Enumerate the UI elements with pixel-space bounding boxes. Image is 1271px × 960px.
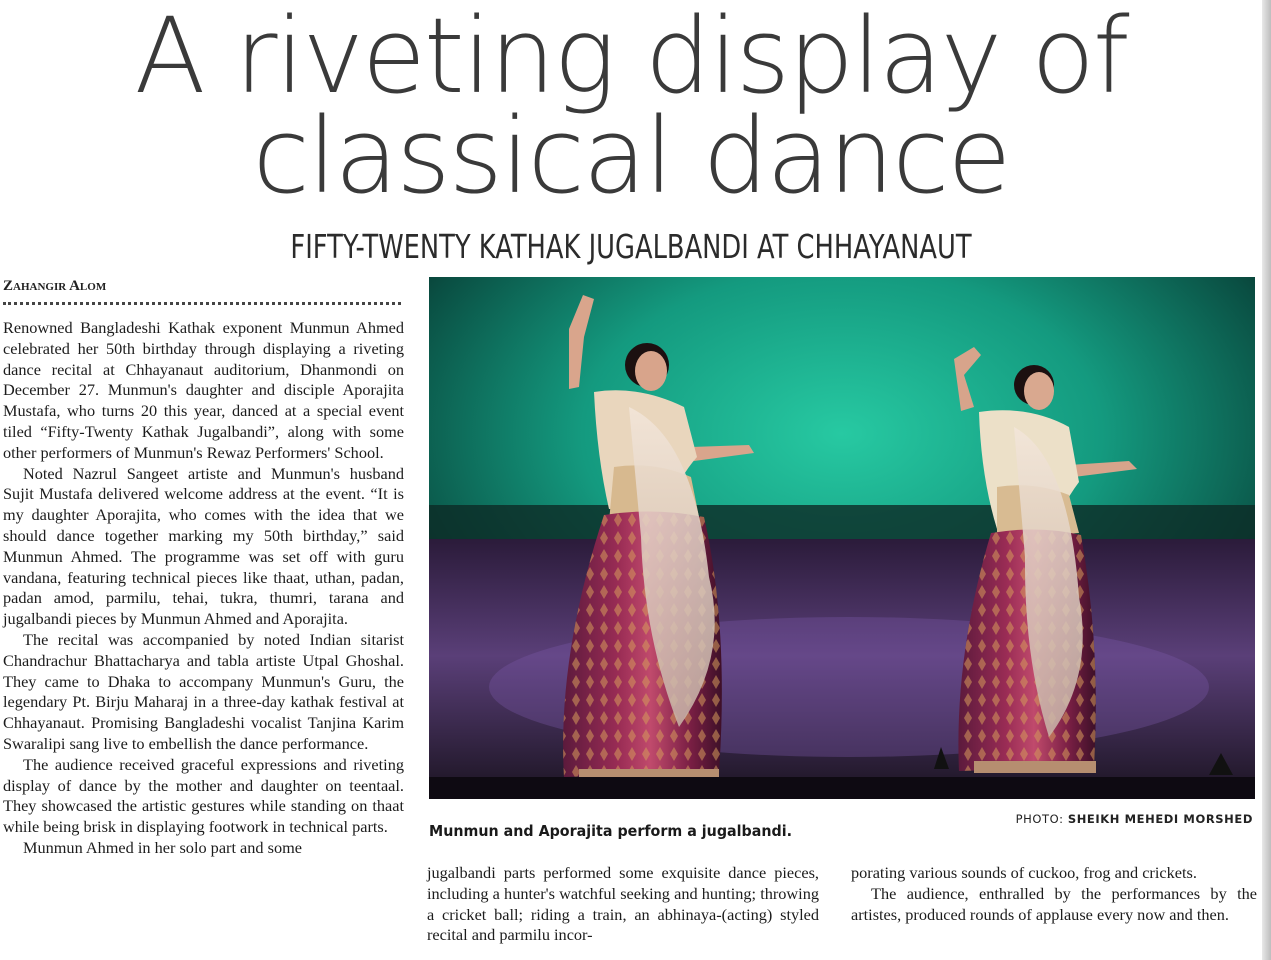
photo-credit-prefix: PHOTO:	[1015, 812, 1064, 826]
article-column-1	[3, 318, 404, 859]
paragraph: Renowned Bangladeshi Kathak exponent Munmun Ahmed celebrated her 50th birthday through displaying a riveting dance recital at Chhayanaut auditorium, Dhanmondi on December 27. Munmun's daughter and disciple Aporajita Mustafa, who turns 20 this year, danced at a special event tiled “Fifty-Twenty Kathak Jugalbandi”, along with some other performers of Munmun's Rewaz Performers' School.	[3, 318, 404, 462]
headline-line-1: A riveting display of	[134, 0, 1128, 117]
paragraph: porating various sounds of cuckoo, frog and crickets.	[851, 863, 1197, 882]
headline-line-2: classical dance	[252, 95, 1010, 217]
photo-credit	[1016, 812, 1253, 826]
paragraph: jugalbandi parts performed some exquisite dance pieces, including a hunter's watchful seeking and hunting; throwing a cricket ball; riding a train, an abhinaya-(acting) styled recital and parmilu incor-	[427, 863, 819, 945]
paragraph: The recital was accompanied by noted Indian sitarist Chandrachur Bhattacharya and tabla artiste Utpal Ghoshal. They came to Dhaka to accompany Munmun's Guru, the legendary Pt. Birju Maharaj in a three-day kathak festival at Chhayanaut. Promising Bangladeshi vocalist Tanjina Karim Swaralipi sang live to embellish the dance performance.	[3, 629, 404, 753]
article-column-2	[427, 863, 819, 946]
deck-subheadline: FIFTY-TWENTY KATHAK JUGALBANDI AT CHHAYANAUT	[290, 227, 972, 266]
paragraph: The audience received graceful expressions and riveting display of dance by the mother and daughter on teentaal. They showcased the artistic gestures while standing on thaat while being brisk in displaying footwork in technical parts.	[3, 754, 404, 837]
headline	[0, 0, 1262, 217]
photo-credit-name: SHEIKH MEHEDI MORSHED	[1067, 812, 1253, 826]
paragraph: The audience, enthralled by the performances by the artistes, produced rounds of applause every now and then.	[851, 883, 1257, 924]
byline-divider	[3, 302, 401, 305]
byline: Zahangir Alom	[3, 278, 107, 294]
paragraph: Munmun Ahmed in her solo part and some	[23, 837, 303, 857]
dance-photo	[429, 277, 1255, 799]
photo-caption: Munmun and Aporajita perform a jugalbandi.	[429, 822, 793, 840]
page-edge	[1262, 0, 1271, 960]
article-column-3	[851, 863, 1257, 925]
paragraph: Noted Nazrul Sangeet artiste and Munmun's husband Sujit Mustafa delivered welcome address at the event. “It is my daughter Aporajita, who comes with the idea that we should dance together marking my 50th birthday,” said Munmun Ahmed. The programme was set off with guru vandana, featuring technical pieces like thaat, uthan, padan, padan amod, parmilu, tehai, tukra, thumri, tarana and jugalbandi pieces by Munmun Ahmed and Aporajita.	[3, 463, 404, 629]
